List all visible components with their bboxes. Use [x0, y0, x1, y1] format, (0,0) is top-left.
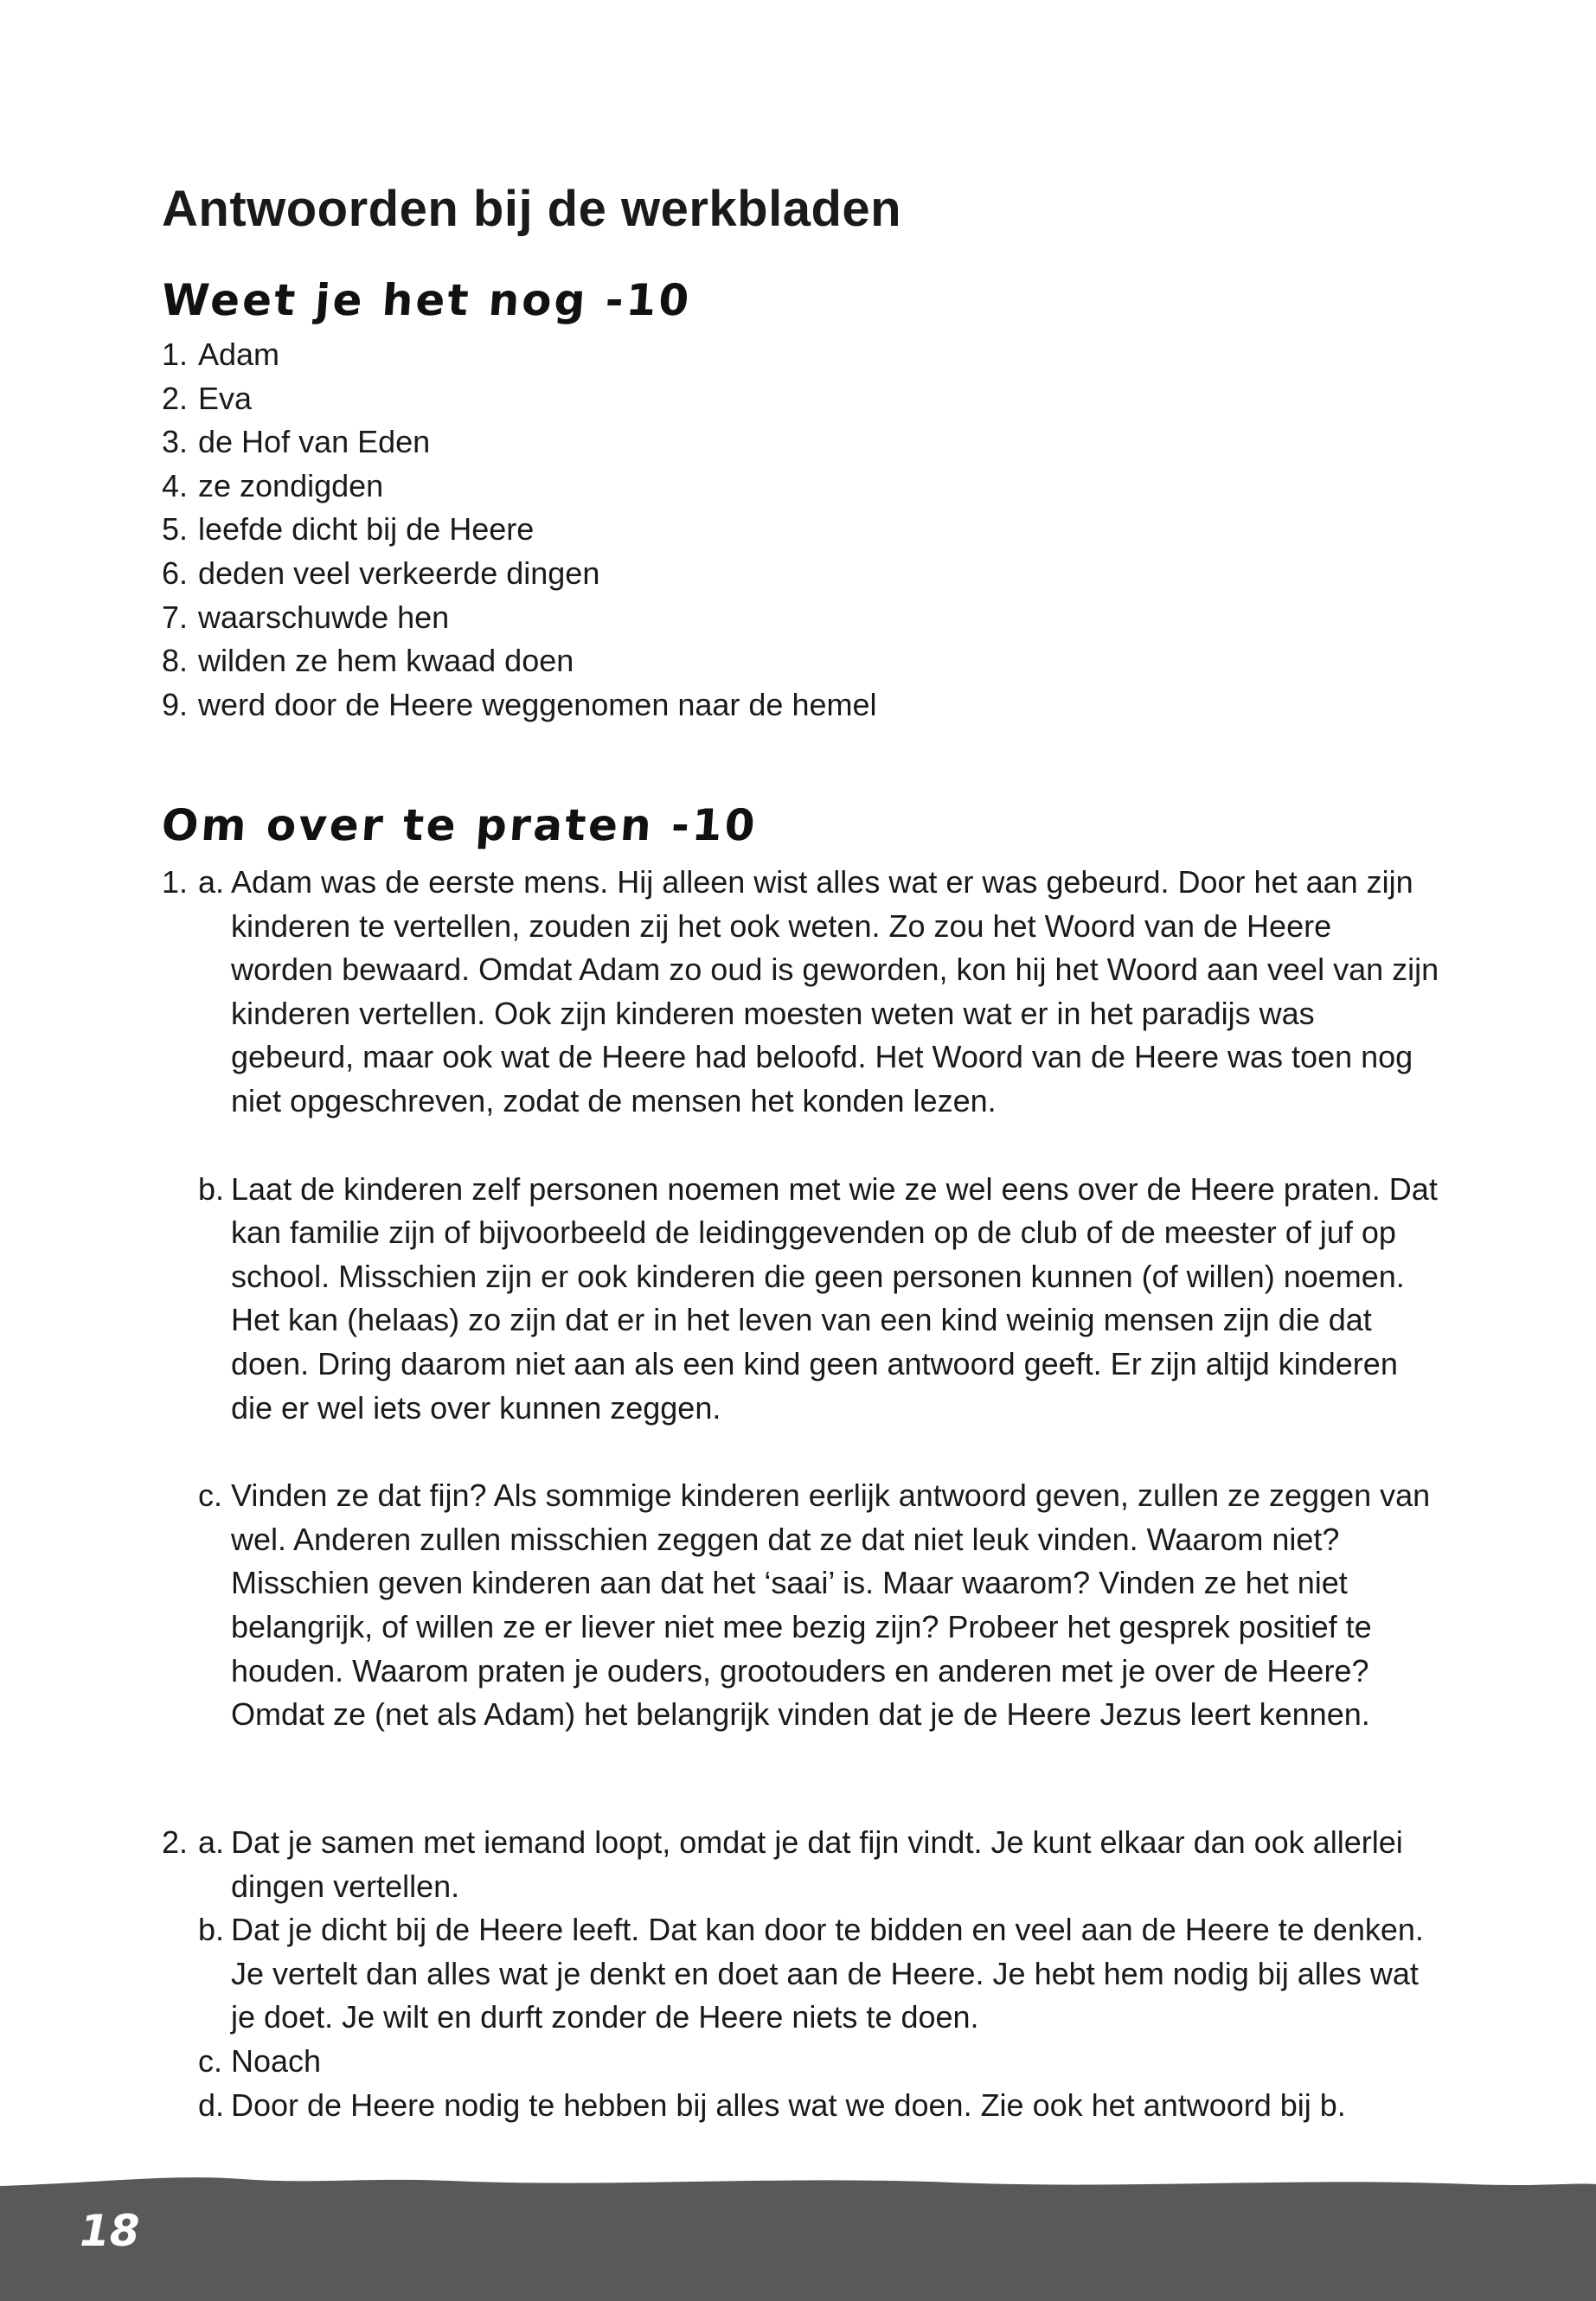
item-text: werd door de Heere weggenomen naar de hemel — [198, 686, 877, 722]
subanswer-a — [198, 861, 1442, 1124]
item-number: 3. — [162, 424, 189, 460]
subanswer-a — [198, 1821, 1442, 1908]
answer-list — [162, 333, 877, 727]
item-number: 8. — [162, 643, 189, 679]
item-text: Eva — [198, 380, 253, 416]
item-text: de Hof van Eden — [198, 424, 431, 460]
list-item — [162, 465, 877, 509]
section-heading-weet-je-het-nog: Weet je het nog -10 — [159, 275, 694, 325]
footer-band — [0, 2167, 1596, 2301]
section-heading-om-over-te-praten: Om over te praten -10 — [159, 800, 760, 850]
subanswer-text: Noach — [231, 2042, 322, 2079]
subanswer-c — [198, 1474, 1442, 1737]
item-text: leefde dicht bij de Heere — [198, 511, 535, 548]
subanswer-text: Vinden ze dat fijn? Als sommige kinderen eerlijk antwoord geven, zullen ze zeggen van wel. Anderen zullen misschien zeggen dat ze dat niet leuk vinden. Waarom niet? Misschien geven kinderen aan dat het ‘saai’ is. Maar waarom? Vinden ze het niet belangrijk, of willen ze er liever niet mee bezig zijn? Probeer het gesprek positief te houden. Waarom praten je ouders, grootouders en anderen met je over de Heere? Omdat ze (net als Adam) het belangrijk vinden dat je de Heere Jezus leert kennen. — [231, 1477, 1431, 1733]
list-item — [162, 420, 877, 465]
subanswer-letter: d. — [198, 2086, 225, 2123]
item-text: wilden ze hem kwaad doen — [198, 643, 574, 679]
question-row — [162, 1821, 1442, 2127]
item-number: 4. — [162, 467, 189, 503]
list-item — [162, 596, 877, 640]
list-item — [162, 508, 877, 552]
question-number: 2. — [162, 1824, 189, 1860]
list-item — [162, 377, 877, 421]
item-number: 9. — [162, 686, 189, 722]
item-number: 1. — [162, 336, 189, 372]
subanswer-letter: b. — [198, 1912, 225, 1948]
subanswer-b — [198, 1908, 1442, 2040]
spacer — [198, 1124, 1442, 1168]
footer-band-shape — [0, 2177, 1596, 2301]
question-number: 1. — [162, 864, 189, 900]
subanswer-text: Adam was de eerste mens. Hij alleen wist alles wat er was gebeurd. Door het aan zijn kinderen te vertellen, zouden zij het ook weten. Zo zou het Woord van de Heere worden bewaard. Omdat Adam zo oud is geworden, kon hij het Woord aan veel van zijn kinderen vertellen. Ook zijn kinderen moesten weten wat er in het paradijs was gebeurd, maar ook wat de Heere had beloofd. Het Woord van de Heere was toen nog niet opgeschreven, zodat de mensen het konden lezen. — [231, 864, 1439, 1118]
subanswer-text: Laat de kinderen zelf personen noemen met wie ze wel eens over de Heere praten. Dat kan familie zijn of bijvoorbeeld de leidinggevenden op de club of de meester of juf op school. Misschien zijn er ook kinderen die geen personen kunnen (of willen) noemen. Het kan (helaas) zo zijn dat er in het leven van een kind weinig mensen zijn die dat doen. Dring daarom niet aan als een kind geen antwoord geeft. Er zijn altijd kinderen die er wel iets over kunnen zeggen. — [231, 1170, 1438, 1426]
list-item — [162, 333, 877, 377]
subanswer-text: Dat je samen met iemand loopt, omdat je dat fijn vindt. Je kunt elkaar dan ook allerlei dingen vertellen. — [231, 1824, 1403, 1904]
subanswer-b — [198, 1168, 1442, 1431]
subanswer-c — [198, 2040, 1442, 2084]
subanswer-d — [198, 2084, 1442, 2128]
subanswers — [198, 1821, 1442, 2127]
question-1 — [162, 861, 1442, 1737]
subanswer-text: Dat je dicht bij de Heere leeft. Dat kan door te bidden en veel aan de Heere te denken. Je vertelt dan alles wat je denkt en doet aan de Heere. Je hebt hem nodig bij alles wat je doet. Je wilt en durft zonder de Heere niets te doen. — [231, 1912, 1424, 2035]
list-item — [162, 639, 877, 683]
subanswer-letter: b. — [198, 1170, 225, 1207]
item-number: 6. — [162, 554, 189, 591]
subanswer-letter: c. — [198, 2042, 223, 2079]
list-item — [162, 552, 877, 596]
page-title: Antwoorden bij de werkbladen — [162, 181, 902, 237]
item-text: deden veel verkeerde dingen — [198, 554, 600, 591]
subanswer-letter: a. — [198, 1824, 225, 1860]
item-text: waarschuwde hen — [198, 599, 450, 635]
item-number: 2. — [162, 380, 189, 416]
item-text: Adam — [198, 336, 280, 372]
page-number: 18 — [80, 2206, 140, 2256]
item-text: ze zondigden — [198, 467, 384, 503]
item-number: 5. — [162, 511, 189, 548]
question-row — [162, 861, 1442, 1737]
subanswer-letter: a. — [198, 864, 225, 900]
spacer — [198, 1430, 1442, 1474]
list-item — [162, 683, 877, 727]
subanswer-letter: c. — [198, 1477, 223, 1514]
item-number: 7. — [162, 599, 189, 635]
subanswers — [198, 861, 1442, 1737]
question-2 — [162, 1821, 1442, 2127]
subanswer-text: Door de Heere nodig te hebben bij alles wat we doen. Zie ook het antwoord bij b. — [231, 2086, 1346, 2123]
